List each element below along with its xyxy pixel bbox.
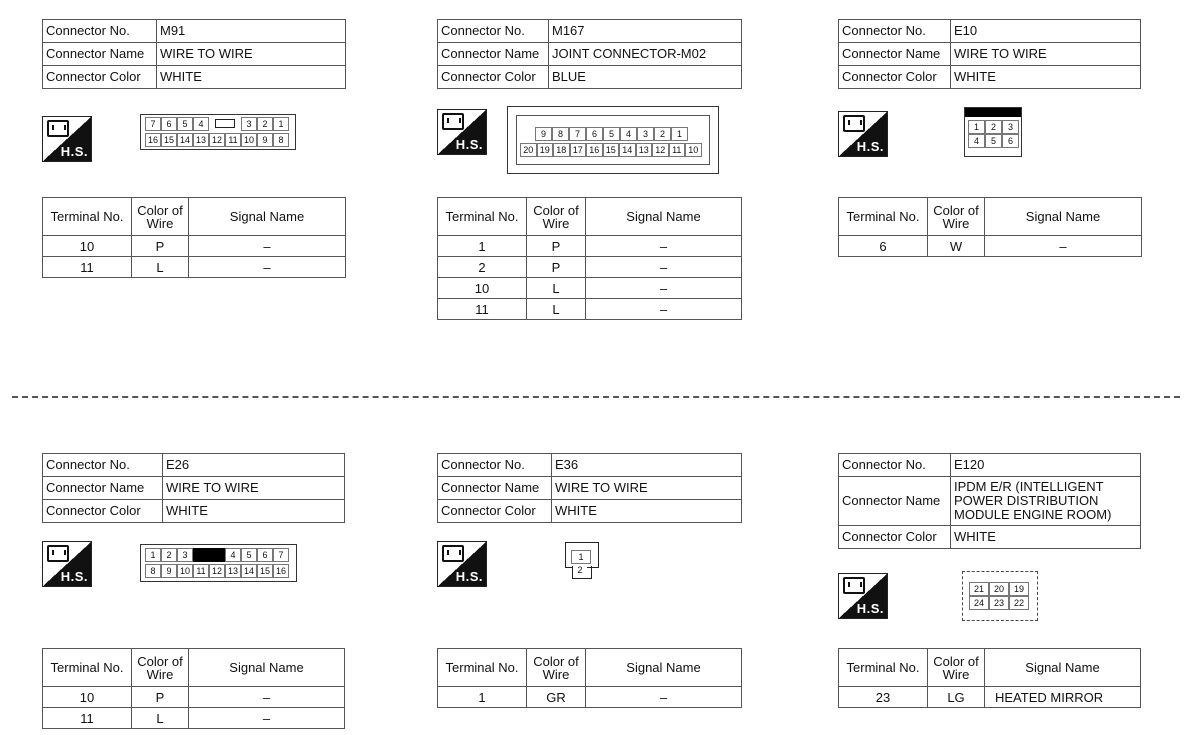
connector-e36-panel	[437, 453, 743, 713]
signal-name-header: Signal Name	[586, 649, 742, 687]
table-row	[438, 257, 742, 278]
signal-name-cell: –	[189, 236, 346, 257]
connector-info-table	[437, 453, 742, 523]
hs-label: H.S.	[856, 139, 884, 154]
pin: 4	[620, 127, 637, 141]
pin: 15	[161, 133, 177, 147]
wire-color-cell: GR	[527, 687, 586, 708]
connector-e10-panel	[838, 19, 1142, 264]
wire-color-cell: P	[132, 687, 189, 708]
connector-info-table	[838, 453, 1141, 549]
hs-label: H.S.	[60, 569, 88, 584]
pin: 9	[161, 564, 177, 578]
pin: 8	[273, 133, 289, 147]
pin: 10	[177, 564, 193, 578]
wire-color-header: Color of Wire	[527, 649, 586, 687]
pin: 7	[145, 117, 161, 131]
connector-no-label: Connector No.	[839, 454, 951, 477]
terminal-no-header: Terminal No.	[43, 198, 132, 236]
pin: 2	[161, 548, 177, 562]
connector-no-label: Connector No.	[438, 454, 552, 477]
terminal-table	[838, 197, 1142, 257]
terminal-table	[437, 648, 742, 708]
connector-glyph-icon	[442, 545, 464, 562]
table-row	[43, 236, 346, 257]
pin: 13	[193, 133, 209, 147]
connector-name-value: JOINT CONNECTOR-M02	[549, 43, 742, 66]
lock-key	[193, 548, 225, 562]
pin: 24	[969, 596, 989, 610]
pin: 5	[241, 548, 257, 562]
connector-name-label: Connector Name	[438, 43, 549, 66]
terminal-table	[437, 197, 742, 320]
pin: 5	[985, 134, 1002, 148]
pin: 17	[570, 143, 587, 157]
connector-no-value: E120	[951, 454, 1141, 477]
signal-name-cell: –	[985, 236, 1142, 257]
connector-face	[964, 107, 1022, 157]
harness-side-icon	[437, 109, 487, 155]
pin: 14	[177, 133, 193, 147]
pin: 16	[145, 133, 161, 147]
terminal-no-cell: 6	[839, 236, 928, 257]
pin: 5	[603, 127, 620, 141]
terminal-no-cell: 10	[43, 687, 132, 708]
signal-name-cell: –	[586, 299, 742, 320]
connector-color-label: Connector Color	[839, 66, 951, 89]
terminal-no-header: Terminal No.	[438, 649, 527, 687]
pin: 21	[969, 582, 989, 596]
connector-color-label: Connector Color	[43, 500, 163, 523]
signal-name-cell: –	[586, 687, 742, 708]
harness-side-icon	[42, 541, 92, 587]
wire-color-header: Color of Wire	[928, 649, 985, 687]
hs-label: H.S.	[455, 137, 483, 152]
pin: 10	[241, 133, 257, 147]
pin-slot	[209, 117, 241, 129]
connector-no-label: Connector No.	[438, 20, 549, 43]
connector-name-label: Connector Name	[43, 43, 157, 66]
connector-e26-panel	[42, 453, 346, 735]
pin: 3	[177, 548, 193, 562]
connector-glyph-icon	[47, 120, 69, 137]
connector-no-value: M91	[157, 20, 346, 43]
pin: 7	[569, 127, 586, 141]
connector-glyph-icon	[843, 577, 865, 594]
pin: 20	[520, 143, 537, 157]
wire-color-cell: L	[527, 299, 586, 320]
connector-glyph-icon	[442, 113, 464, 130]
connector-name-value: WIRE TO WIRE	[951, 43, 1141, 66]
connector-no-value: E10	[951, 20, 1141, 43]
connector-color-value: WHITE	[951, 66, 1141, 89]
connector-no-label: Connector No.	[43, 20, 157, 43]
connector-info-table	[42, 453, 345, 523]
pin: 4	[225, 548, 241, 562]
pin: 15	[603, 143, 620, 157]
connector-name-value: WIRE TO WIRE	[157, 43, 346, 66]
pin: 18	[553, 143, 570, 157]
pin: 9	[535, 127, 552, 141]
wire-color-cell: P	[527, 236, 586, 257]
connector-face	[962, 571, 1038, 621]
pin: 2	[654, 127, 671, 141]
connector-e120-panel	[838, 453, 1142, 715]
signal-name-header: Signal Name	[985, 198, 1142, 236]
connector-no-value: E36	[552, 454, 742, 477]
wire-color-cell: L	[527, 278, 586, 299]
signal-name-header: Signal Name	[586, 198, 742, 236]
connector-name-label: Connector Name	[43, 477, 163, 500]
connector-name-label: Connector Name	[438, 477, 552, 500]
signal-name-cell: –	[586, 278, 742, 299]
table-row	[438, 236, 742, 257]
pin: 2	[257, 117, 273, 131]
hs-label: H.S.	[455, 569, 483, 584]
pin: 8	[552, 127, 569, 141]
connector-no-label: Connector No.	[43, 454, 163, 477]
pin: 22	[1009, 596, 1029, 610]
connector-no-value: E26	[163, 454, 345, 477]
connector-face	[565, 542, 599, 580]
pin: 20	[989, 582, 1009, 596]
pin: 14	[619, 143, 636, 157]
signal-name-header: Signal Name	[189, 198, 346, 236]
table-row	[839, 687, 1141, 708]
pin: 5	[177, 117, 193, 131]
pin: 1	[671, 127, 688, 141]
connector-m91-panel	[42, 19, 346, 284]
connector-name-value: WIRE TO WIRE	[552, 477, 742, 500]
terminal-no-header: Terminal No.	[839, 198, 928, 236]
harness-side-icon	[838, 573, 888, 619]
harness-side-icon	[42, 116, 92, 162]
connector-color-value: BLUE	[549, 66, 742, 89]
table-row	[438, 687, 742, 708]
pin: 19	[1009, 582, 1029, 596]
pin: 7	[273, 548, 289, 562]
connector-color-label: Connector Color	[839, 526, 951, 549]
terminal-no-header: Terminal No.	[43, 649, 132, 687]
table-row	[43, 708, 345, 729]
pin: 2	[573, 564, 587, 576]
pin: 10	[685, 143, 702, 157]
terminal-no-cell: 2	[438, 257, 527, 278]
terminal-no-header: Terminal No.	[839, 649, 928, 687]
signal-name-cell: HEATED MIRROR	[985, 687, 1141, 708]
connector-color-label: Connector Color	[438, 500, 552, 523]
connector-face	[140, 544, 297, 582]
harness-side-icon	[437, 541, 487, 587]
pin: 12	[209, 133, 225, 147]
connector-info-table	[838, 19, 1141, 89]
pin: 1	[968, 120, 985, 134]
wire-color-cell: P	[527, 257, 586, 278]
pin: 4	[193, 117, 209, 131]
wire-color-cell: L	[132, 708, 189, 729]
signal-name-cell: –	[586, 236, 742, 257]
pin: 12	[652, 143, 669, 157]
terminal-table	[42, 648, 345, 729]
pin: 6	[257, 548, 273, 562]
pin: 9	[257, 133, 273, 147]
pin: 4	[968, 134, 985, 148]
wire-color-cell: LG	[928, 687, 985, 708]
connector-color-label: Connector Color	[438, 66, 549, 89]
connector-name-value: IPDM E/R (INTELLIGENT POWER DISTRIBUTION MODULE ENGINE ROOM)	[951, 477, 1141, 526]
pin: 1	[571, 550, 591, 564]
table-row	[43, 257, 346, 278]
connector-color-value: WHITE	[552, 500, 742, 523]
connector-info-table	[42, 19, 346, 89]
wire-color-cell: W	[928, 236, 985, 257]
connector-name-label: Connector Name	[839, 43, 951, 66]
connector-color-value: WHITE	[951, 526, 1141, 549]
terminal-no-cell: 11	[438, 299, 527, 320]
connector-name-value: WIRE TO WIRE	[163, 477, 345, 500]
connector-color-label: Connector Color	[43, 66, 157, 89]
hs-label: H.S.	[60, 144, 88, 159]
connector-color-value: WHITE	[163, 500, 345, 523]
signal-name-cell: –	[189, 687, 345, 708]
section-divider	[12, 396, 1180, 398]
pin: 16	[273, 564, 289, 578]
wire-color-header: Color of Wire	[928, 198, 985, 236]
terminal-table	[42, 197, 346, 278]
pin: 1	[145, 548, 161, 562]
signal-name-header: Signal Name	[189, 649, 345, 687]
terminal-no-cell: 10	[438, 278, 527, 299]
connector-face	[507, 106, 719, 174]
connector-no-value: M167	[549, 20, 742, 43]
connector-m167-panel	[437, 19, 743, 329]
wire-color-cell: P	[132, 236, 189, 257]
connector-face	[140, 114, 296, 150]
pin: 19	[537, 143, 554, 157]
connector-color-value: WHITE	[157, 66, 346, 89]
wire-color-header: Color of Wire	[527, 198, 586, 236]
table-row	[839, 236, 1142, 257]
pin: 14	[241, 564, 257, 578]
terminal-table	[838, 648, 1141, 708]
wire-color-header: Color of Wire	[132, 649, 189, 687]
pin: 3	[241, 117, 257, 131]
pin: 11	[669, 143, 686, 157]
terminal-no-header: Terminal No.	[438, 198, 527, 236]
pin: 13	[636, 143, 653, 157]
pin: 11	[225, 133, 241, 147]
terminal-no-cell: 1	[438, 687, 527, 708]
terminal-no-cell: 1	[438, 236, 527, 257]
pin: 15	[257, 564, 273, 578]
table-row	[438, 299, 742, 320]
pin: 6	[586, 127, 603, 141]
harness-side-icon	[838, 111, 888, 157]
pin: 8	[145, 564, 161, 578]
connector-name-label: Connector Name	[839, 477, 951, 526]
pin: 16	[586, 143, 603, 157]
connector-glyph-icon	[843, 115, 865, 132]
hs-label: H.S.	[856, 601, 884, 616]
terminal-no-cell: 23	[839, 687, 928, 708]
connector-info-table	[437, 19, 742, 89]
pin: 12	[209, 564, 225, 578]
connector-glyph-icon	[47, 545, 69, 562]
table-row	[438, 278, 742, 299]
pin: 1	[273, 117, 289, 131]
pin: 3	[637, 127, 654, 141]
pin: 6	[161, 117, 177, 131]
signal-name-cell: –	[189, 708, 345, 729]
connector-no-label: Connector No.	[839, 20, 951, 43]
pin: 2	[985, 120, 1002, 134]
terminal-no-cell: 11	[43, 257, 132, 278]
terminal-no-cell: 11	[43, 708, 132, 729]
pin: 6	[1002, 134, 1019, 148]
signal-name-cell: –	[189, 257, 346, 278]
wire-color-header: Color of Wire	[132, 198, 189, 236]
pin: 3	[1002, 120, 1019, 134]
pin: 13	[225, 564, 241, 578]
terminal-no-cell: 10	[43, 236, 132, 257]
pin: 11	[193, 564, 209, 578]
signal-name-cell: –	[586, 257, 742, 278]
signal-name-header: Signal Name	[985, 649, 1141, 687]
lock-bar	[965, 108, 1021, 117]
wire-color-cell: L	[132, 257, 189, 278]
pin: 23	[989, 596, 1009, 610]
table-row	[43, 687, 345, 708]
